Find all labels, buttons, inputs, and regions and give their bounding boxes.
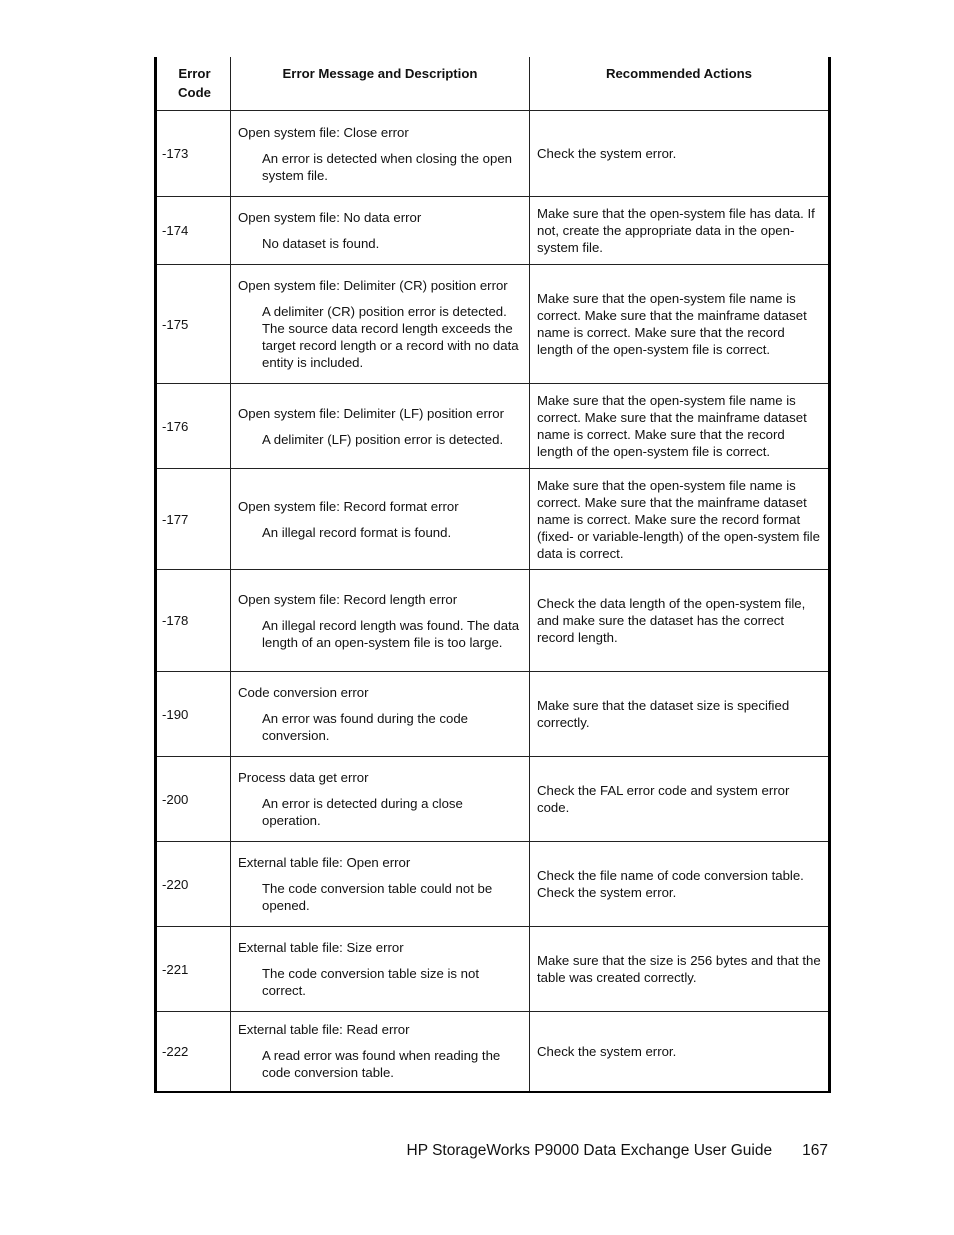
error-code-cell: -200 xyxy=(156,757,231,842)
page-number: 167 xyxy=(802,1142,828,1159)
table-row xyxy=(156,842,830,927)
error-code-cell: -175 xyxy=(156,265,231,384)
table-row xyxy=(156,672,830,757)
error-message-title: External table file: Open error xyxy=(238,855,411,870)
page-footer xyxy=(407,1142,828,1160)
error-code-table xyxy=(154,57,831,1093)
table-row xyxy=(156,384,830,469)
error-message-description: No dataset is found. xyxy=(262,236,380,251)
error-message-cell xyxy=(231,197,530,265)
table-row xyxy=(156,1012,830,1092)
error-code-cell: -177 xyxy=(156,469,231,570)
table-row xyxy=(156,570,830,672)
error-code-cell: -221 xyxy=(156,927,231,1012)
recommended-action-cell: Make sure that the open-system file has data. If not, create the appropriate data in the open-system file. xyxy=(530,197,830,265)
error-message-description: A read error was found when reading the code conversion table. xyxy=(262,1048,501,1081)
error-code-cell: -222 xyxy=(156,1012,231,1092)
error-message-description: An illegal record length was found. The data length of an open-system file is too large. xyxy=(262,617,520,650)
error-code-cell: -220 xyxy=(156,842,231,927)
error-message-cell xyxy=(231,1012,530,1092)
recommended-action-cell: Make sure that the open-system file name is correct. Make sure that the mainframe dataset name is correct. Make sure that the record length of the open-system file is correct. xyxy=(530,265,830,384)
error-message-cell xyxy=(231,111,530,197)
error-message-cell xyxy=(231,265,530,384)
table-row xyxy=(156,469,830,570)
error-message-title: Process data get error xyxy=(238,770,369,785)
error-message-title: Open system file: Close error xyxy=(238,124,409,140)
header-error-code xyxy=(156,57,231,111)
error-code-cell: -176 xyxy=(156,384,231,469)
error-message-title: External table file: Read error xyxy=(238,1022,410,1038)
header-recommended-actions: Recommended Actions xyxy=(530,57,830,111)
recommended-action-cell: Check the data length of the open-system file, and make sure the dataset has the correct record length. xyxy=(530,570,830,672)
recommended-action-cell: Make sure that the open-system file name is correct. Make sure that the mainframe dataset name is correct. Make sure that the record length of the open-system file is correct. xyxy=(530,384,830,469)
table-row xyxy=(156,757,830,842)
recommended-action-cell: Check the FAL error code and system error code. xyxy=(530,757,830,842)
recommended-action-cell: Make sure that the size is 256 bytes and that the table was created correctly. xyxy=(530,927,830,1012)
error-message-description: An error was found during the code conversion. xyxy=(262,711,468,743)
error-message-description: An error is detected when closing the open system file. xyxy=(262,150,512,183)
recommended-action-cell: Check the file name of code conversion table. Check the system error. xyxy=(530,842,830,927)
recommended-action-cell: Make sure that the open-system file name is correct. Make sure that the mainframe dataset name is correct. Make sure the record format (fixed- or variable-length) of the open-system file data is correct. xyxy=(530,469,830,570)
recommended-action-cell: Make sure that the dataset size is specified correctly. xyxy=(530,672,830,757)
error-code-cell: -178 xyxy=(156,570,231,672)
error-message-cell xyxy=(231,927,530,1012)
error-message-title: Open system file: Delimiter (LF) position error xyxy=(238,405,505,421)
error-message-description: The code conversion table size is not correct. xyxy=(262,966,479,998)
header-error-code-label: Error Code xyxy=(178,66,211,100)
error-message-title: External table file: Size error xyxy=(238,940,404,955)
error-message-title: Open system file: Delimiter (CR) position error xyxy=(238,278,508,293)
error-message-cell xyxy=(231,757,530,842)
error-message-description: An error is detected during a close operation. xyxy=(262,796,463,828)
error-message-cell xyxy=(231,842,530,927)
error-message-cell xyxy=(231,570,530,672)
error-message-title: Open system file: No data error xyxy=(238,210,422,225)
error-message-description: An illegal record format is found. xyxy=(262,524,452,540)
table-row xyxy=(156,927,830,1012)
table-row xyxy=(156,197,830,265)
header-error-message: Error Message and Description xyxy=(231,57,530,111)
error-message-cell xyxy=(231,672,530,757)
recommended-action-cell: Check the system error. xyxy=(530,111,830,197)
error-message-cell xyxy=(231,469,530,570)
error-message-description: A delimiter (LF) position error is detected. xyxy=(262,431,504,447)
error-code-cell: -190 xyxy=(156,672,231,757)
error-message-description: A delimiter (CR) position error is detected. The source data record length exceeds the target record length or a record with no data entity is included. xyxy=(262,304,519,370)
error-code-cell: -174 xyxy=(156,197,231,265)
error-message-description: The code conversion table could not be opened. xyxy=(262,881,493,913)
error-message-title: Open system file: Record format error xyxy=(238,498,459,514)
error-message-title: Code conversion error xyxy=(238,685,369,700)
recommended-action-cell: Check the system error. xyxy=(530,1012,830,1092)
error-message-title: Open system file: Record length error xyxy=(238,591,458,607)
table-row xyxy=(156,265,830,384)
table-row xyxy=(156,111,830,197)
footer-guide-title: HP StorageWorks P9000 Data Exchange User Guide xyxy=(406,1142,773,1159)
error-message-cell xyxy=(231,384,530,469)
table-header-row xyxy=(156,57,830,111)
error-code-cell: -173 xyxy=(156,111,231,197)
